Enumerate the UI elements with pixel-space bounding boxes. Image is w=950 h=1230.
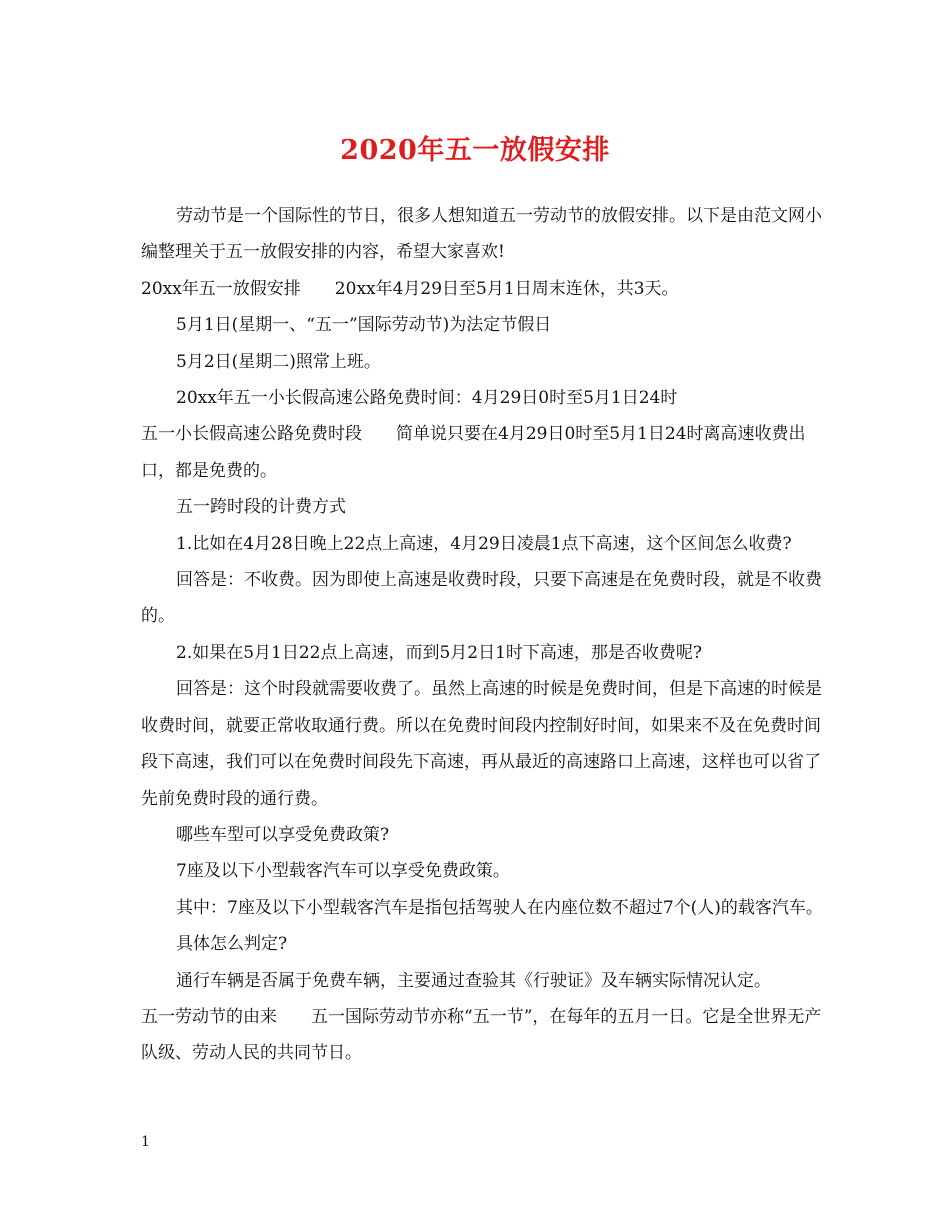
document-title: 2020年五一放假安排 [340,135,610,166]
paragraph: 5月1日(星期一、“五一”国际劳动节)为法定节假日 [176,315,552,336]
paragraph: 哪些车型可以享受免费政策? [176,824,390,845]
paragraph: 7座及以下小型载客汽车可以享受免费政策。 [176,861,510,882]
paragraph: 劳动节是一个国际性的节日，很多人想知道五一劳动节的放假安排。以下是由范文网小编整理关于五一放假安排的内容，希望大家喜欢! [141,206,822,263]
paragraph: 回答是：不收费。因为即使上高速是收费时段，只要下高速是在免费时段，就是不收费的。 [141,570,822,627]
paragraph: 其中：7座及以下小型载客汽车是指包括驾驶人在内座位数不超过7个(人)的载客汽车。 [176,897,823,918]
paragraph: 5月2日(星期二)照常上班。 [176,351,381,372]
paragraph: 五一小长假高速公路免费时段 简单说只要在4月29日0时至5月1日24时离高速收费出口，都是免费的。 [141,424,806,481]
page-number: 1 [141,1134,150,1150]
paragraph: 通行车辆是否属于免费车辆，主要通过查验其《行驶证》及车辆实际情况认定。 [176,970,771,991]
document-body [141,198,831,1072]
paragraph: 五一跨时段的计费方式 [176,497,346,518]
paragraph: 2.如果在5月1日22点上高速，而到5月2日1时下高速，那是否收费呢? [176,642,703,663]
paragraph: 20xx年五一放假安排 20xx年4月29日至5月1日周末连休，共3天。 [141,278,679,299]
paragraph: 具体怎么判定? [176,934,288,955]
paragraph: 20xx年五一小长假高速公路免费时间：4月29日0时至5月1日24时 [176,388,678,409]
paragraph: 1.比如在4月28日晚上22点上高速，4月29日凌晨1点下高速，这个区间怎么收费? [176,533,792,554]
paragraph: 五一劳动节的由来 五一国际劳动节亦称“五一节”，在每年的五月一日。它是全世界无产队级、劳动人民的共同节日。 [141,1006,822,1064]
paragraph: 回答是：这个时段就需要收费了。虽然上高速的时候是免费时间，但是下高速的时候是收费时间，就要正常收取通行费。所以在免费时间段内控制好时间，如果来不及在免费时间段下高速，我们可以在免费时间段先下高速，再从最近的高速路口上高速，这样也可以省了先前免费时段的通行费。 [141,679,822,809]
